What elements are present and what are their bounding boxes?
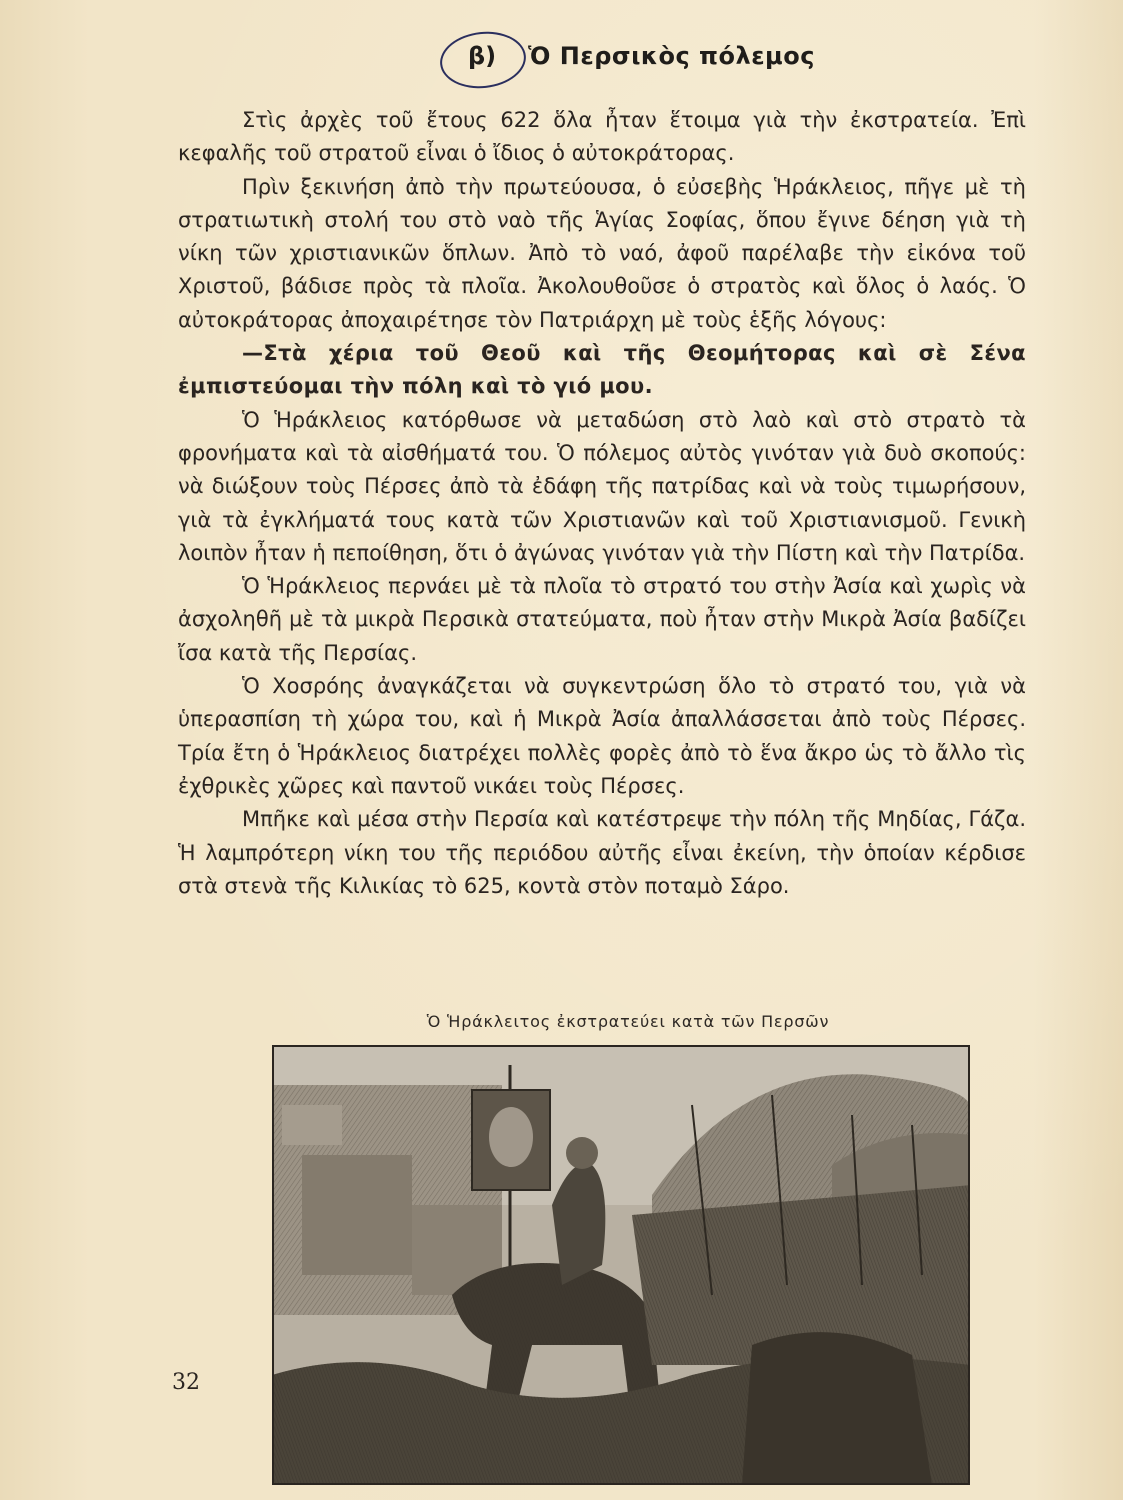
figure-caption: Ὁ Ἡράκλειτος ἐκστρατεύει κατὰ τῶν Περσῶν	[426, 1012, 830, 1031]
paragraph-7: Μπῆκε καὶ μέσα στὴν Περσία καὶ κατέστρεψε τὴν πόλη τῆς Μηδίας, Γάζα. Ἡ λαμπρότερη νίκη του τῆς περιόδου αὐτῆς εἶναι ἐκείνη, τὴν ὁποίαν κέρδισε στὰ στενὰ τῆς Κιλικίας τὸ 625, κοντὰ στὸν ποταμὸ Σάρο.	[178, 807, 1026, 898]
paragraph-6: Ὁ Χοσρόης ἀναγκάζεται νὰ συγκεντρώση ὅλο τὸ στρατό του, γιὰ νὰ ὑπερασπίση τὴ χώρα του, καὶ ἡ Μικρὰ Ἀσία ἀπαλλάσσεται ἀπὸ τοὺς Πέρσες. Τρία ἔτη ὁ Ἡράκλειος διατρέχει πολλὲς φορὲς ἀπὸ τὸ ἕνα ἄκρο ὡς τὸ ἄλλο τὶς ἐχθρικὲς χῶρες καὶ παντοῦ νικάει τοὺς Πέρσες.	[178, 674, 1026, 798]
paragraph-4: Ὁ Ἡράκλειος κατόρθωσε νὰ μεταδώση στὸ λαὸ καὶ στὸ στρατὸ τὰ φρονήματα καὶ τὰ αἰσθήματά του. Ὁ πόλεμος αὐτὸς γινόταν γιὰ δυὸ σκοπούς: νὰ διώξουν τοὺς Πέρσες ἀπὸ τὰ ἐδάφη τῆς πατρίδας καὶ νὰ τοὺς τιμωρήσουν, γιὰ τὰ ἐγκλήματά τους κατὰ τῶν Χριστιανῶν καὶ τοῦ Χριστιανισμοῦ. Γενικὴ λοιπὸν ἦταν ἡ πεποίθηση, ὅτι ὁ ἀγώνας γινόταν γιὰ τὴν Πίστη καὶ τὴν Πατρίδα.	[178, 407, 1026, 565]
quote-paragraph: —Στὰ χέρια τοῦ Θεοῦ καὶ τῆς Θεομήτορας καὶ σὲ Σένα ἐμπιστεύομαι τὴν πόλη καὶ τὸ γιό μου.	[178, 341, 1026, 399]
engraving-illustration	[272, 1045, 970, 1485]
engraving-drawing	[272, 1045, 970, 1485]
page-number: 32	[172, 1370, 200, 1395]
body-text	[178, 104, 1026, 903]
paragraph-5: Ὁ Ἡράκλειος περνάει μὲ τὰ πλοῖα τὸ στρατό του στὴν Ἀσία καὶ χωρὶς νὰ ἀσχοληθῆ μὲ τὰ μικρὰ Περσικὰ στατεύματα, ποὺ ἦταν στὴν Μικρὰ Ἀσία βαδίζει ἴσα κατὰ τῆς Περσίας.	[178, 574, 1026, 665]
section-heading	[440, 28, 860, 88]
paragraph-2: Πρὶν ξεκινήση ἀπὸ τὴν πρωτεύουσα, ὁ εὐσεβὴς Ἡράκλειος, πῆγε μὲ τὴ στρατιωτικὴ στολή του στὸ ναὸ τῆς Ἁγίας Σοφίας, ὅπου ἔγινε δέηση γιὰ τὴ νίκη τῶν χριστιανικῶν ὅπλων. Ἀπὸ τὸ ναό, ἀφοῦ παρέλαβε τὴν εἰκόνα τοῦ Χριστοῦ, βάδισε πρὸς τὰ πλοῖα. Ἀκολουθοῦσε ὁ στρατὸς καὶ ὅλος ὁ λαός. Ὁ αὐτοκράτορας ἀποχαιρέτησε τὸν Πατριάρχη μὲ τοὺς ἑξῆς λόγους:	[178, 174, 1026, 332]
section-label: β)	[468, 42, 497, 70]
paragraph-1: Στὶς ἀρχὲς τοῦ ἔτους 622 ὅλα ἦταν ἕτοιμα γιὰ τὴν ἐκστρατεία. Ἐπὶ κεφαλῆς τοῦ στρατοῦ εἶναι ὁ ἴδιος ὁ αὐτοκράτορας.	[178, 108, 1026, 166]
section-title: Ὁ Περσικὸς πόλεμος	[528, 42, 815, 70]
